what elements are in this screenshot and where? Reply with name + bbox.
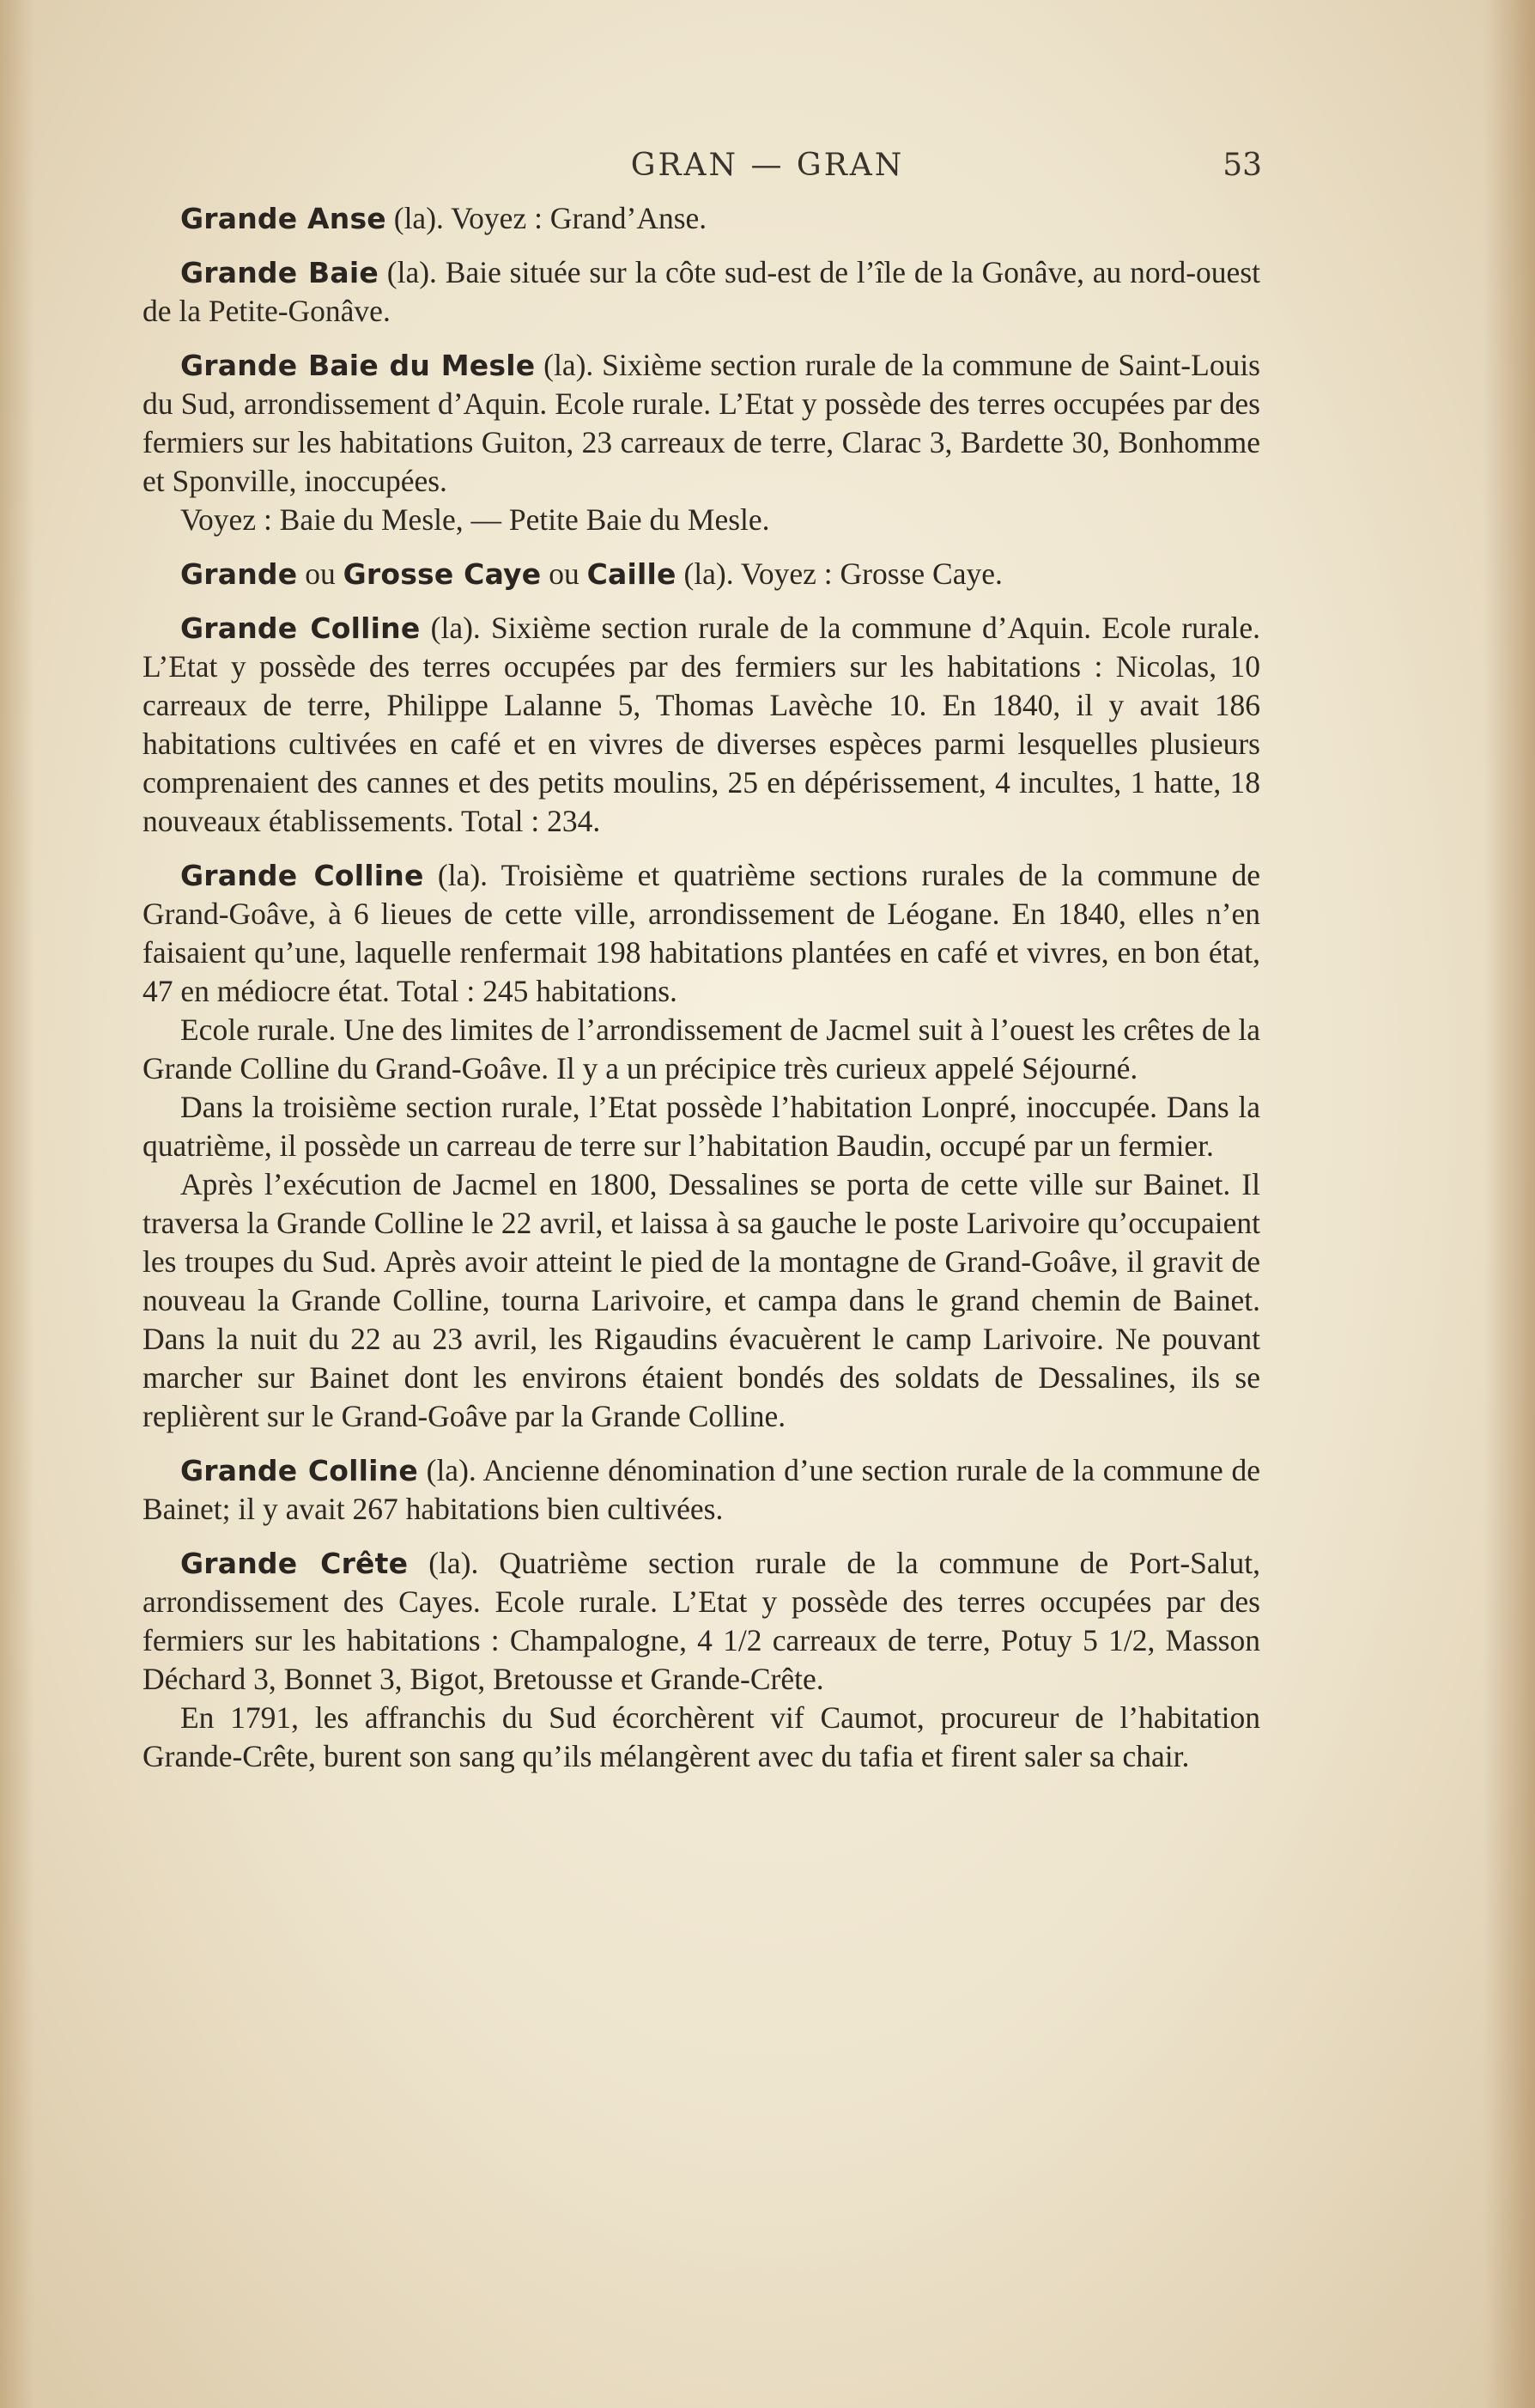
running-head xyxy=(0,148,1535,191)
entry-connector: ou xyxy=(541,556,587,591)
page-number: 53 xyxy=(1223,148,1262,183)
running-head-title: GRAN — GRAN xyxy=(630,148,905,183)
page-edge-left xyxy=(0,0,34,2408)
entry-head-alt: Caille xyxy=(586,557,676,591)
entry-text: (la). Ancienne dénomination d’une section rurale de la commune de Bainet; il y avait 267 habitations bien cultivées. xyxy=(143,1453,1260,1526)
entry-head: Grande xyxy=(180,557,298,591)
entry-paragraph: En 1791, les affranchis du Sud écorchèrent vif Caumot, procureur de l’habitation Grande-Crête, burent son sang qu’ils mélangèrent avec du tafia et firent saler sa chair. xyxy=(143,1700,1260,1773)
entry-paragraph: Voyez : Baie du Mesle, — Petite Baie du Mesle. xyxy=(180,502,770,537)
entry-head: Grande Baie xyxy=(180,256,379,289)
entry-text: (la). Quatrième section rurale de la commune de Port-Salut, arrondissement des Cayes. Ecole rurale. L’Etat y possède des terres occupées par des fermiers sur les habitations : Champalogne, 4 1/2 carreaux de terre, Potuy 5 1/2, Masson Déchard 3, Bonnet 3, Bigot, Bretousse et Grande-Crête. xyxy=(143,1546,1260,1696)
entry-grande-grosse-caye xyxy=(143,555,1260,593)
entry-head: Grande Colline xyxy=(180,1454,418,1487)
entry-text: (la). Voyez : Grosse Caye. xyxy=(676,556,1003,591)
entry-paragraph: Ecole rurale. Une des limites de l’arrondissement de Jacmel suit à l’ouest les crêtes de la Grande Colline du Grand-Goâve. Il y a un précipice très curieux appelé Séjourné. xyxy=(143,1012,1260,1085)
entry-grande-anse xyxy=(143,199,1260,238)
entry-head-alt: Grosse Caye xyxy=(343,557,542,591)
entry-head: Grande Baie du Mesle xyxy=(180,349,536,382)
entry-text: (la). Troisième et quatrième sections rurales de la commune de Grand-Goâve, à 6 lieues de cette ville, arrondissement de Léogane. En 1840, elles n’en faisaient qu’une, laquelle renfermait 198 habitations plantées en café et vivres, en bon état, 47 en médiocre état. Total : 245 habitations. xyxy=(143,858,1260,1008)
entry-connector: ou xyxy=(297,556,343,591)
entry-grande-colline-grand-goave xyxy=(143,856,1260,1436)
entry-paragraph: Après l’exécution de Jacmel en 1800, Dessalines se porta de cette ville sur Bainet. Il traversa la Grande Colline le 22 avril, et laissa à sa gauche le poste Larivoire qu’occupaient les troupes du Sud. Après avoir atteint le pied de la montagne de Grand-Goâve, il gravit de nouveau la Grande Colline, tourna Larivoire, et campa dans le grand chemin de Bainet. Dans la nuit du 22 au 23 avril, les Rigaudins évacuèrent le camp Larivoire. Ne pouvant marcher sur Bainet dont les environs étaient bondés des soldats de Dessalines, ils se replièrent sur le Grand-Goâve par la Grande Colline. xyxy=(143,1167,1260,1433)
entry-text: (la). Sixième section rurale de la commune de Saint-Louis du Sud, arrondissement d’Aquin. Ecole rurale. L’Etat y possède des terres occupées par des fermiers sur les habitations Guiton, 23 carreaux de terre, Clarac 3, Bardette 30, Bonhomme et Sponville, inoccupées. xyxy=(143,348,1260,498)
entry-grande-crete xyxy=(143,1544,1260,1776)
entry-head: Grande Colline xyxy=(180,859,424,892)
entry-head: Grande Colline xyxy=(180,611,421,645)
entry-paragraph: Dans la troisième section rurale, l’Etat possède l’habitation Lonpré, inoccupée. Dans la quatrième, il possède un carreau de terre sur l’habitation Baudin, occupé par un fermier. xyxy=(143,1090,1260,1163)
entry-grande-colline-bainet xyxy=(143,1451,1260,1529)
entry-text: (la). Sixième section rurale de la commune d’Aquin. Ecole rurale. L’Etat y possède des terres occupées par des fermiers sur les habitations : Nicolas, 10 carreaux de terre, Philippe Lalanne 5, Thomas Lavèche 10. En 1840, il y avait 186 habitations cultivées en café et en vivres de diverses espèces parmi lesquelles plusieurs comprenaient des cannes et des petits moulins, 25 en dépérissement, 4 incultes, 1 hatte, 18 nouveaux établissements. Total : 234. xyxy=(143,611,1260,838)
entry-head: Grande Anse xyxy=(180,202,386,235)
page-edge-right xyxy=(1483,0,1535,2408)
dictionary-text xyxy=(143,199,1260,1776)
entry-text: (la). Voyez : Grand’Anse. xyxy=(385,201,707,235)
entry-grande-baie-du-mesle xyxy=(143,346,1260,539)
entry-text: (la). Baie située sur la côte sud-est de l’île de la Gonâve, au nord-ouest de la Petite-Gonâve. xyxy=(143,255,1260,328)
entry-grande-baie xyxy=(143,253,1260,331)
entry-grande-colline-aquin xyxy=(143,609,1260,841)
entry-head: Grande Crête xyxy=(180,1547,409,1580)
